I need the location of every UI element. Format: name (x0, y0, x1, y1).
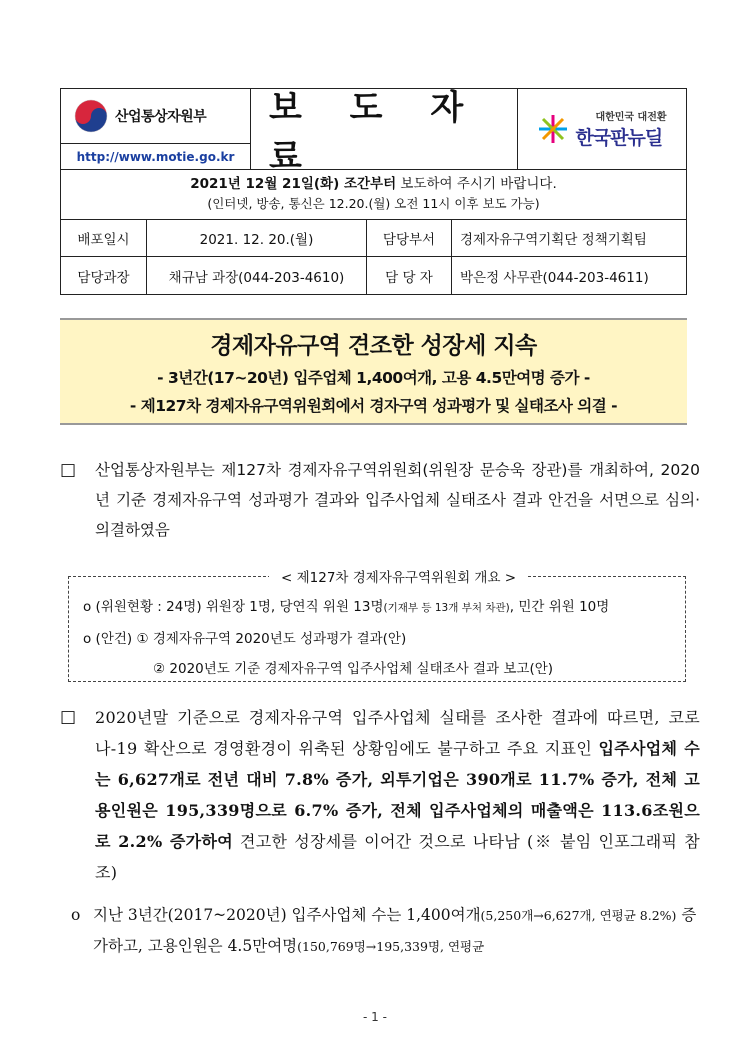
new-deal-star-icon (537, 113, 569, 145)
embargo-notice (61, 170, 686, 220)
paragraph-1-text: 산업통상자원부는 제127차 경제자유구역위원회(위원장 문승욱 장관)를 개최하여, 2020년 기준 경제자유구역 성과평가 결과와 입주사업체 실태조사 결과 안건을 서면으로 심의·의결하였음 (95, 461, 700, 539)
paragraph-2-outro: 견고한 성장세를 이어간 것으로 나타남 (※ 붙임 인포그래픽 참조) (95, 832, 700, 882)
taegeuk-emblem-icon (73, 98, 109, 134)
overview-members (83, 595, 609, 615)
overview-agenda-2: ② 2020년도 기준 경제자유구역 입주사업체 실태조사 결과 보고(안) (153, 661, 554, 677)
headline-box (60, 318, 687, 425)
doc-type-title: 보 도 자 료 (251, 89, 518, 169)
paragraph-3-part2: 증가하고, 고용인원은 4.5만여명 (93, 906, 697, 955)
press-header (60, 88, 687, 295)
value-department: 경제자유구역기획단 정책기획팀 (460, 232, 647, 248)
members-text: ο (위원현황 : 24명) 위원장 1명, 당연직 위원 13명 (83, 599, 384, 615)
value-director: 채규남 과장(044-203-4610) (147, 257, 367, 294)
value-officer: 박은정 사무관(044-203-4611) (460, 269, 649, 286)
paragraph-2 (60, 702, 700, 888)
paragraph-1 (60, 455, 700, 545)
info-row-contacts (61, 257, 686, 294)
ministry-logo-cell (61, 89, 251, 169)
paragraph-3-text (75, 900, 700, 962)
label-director: 담당과장 (61, 257, 147, 294)
overview-agenda-1: ο (안건) ① 경제자유구역 2020년도 성과평가 결과(안) (83, 631, 407, 647)
header-top-row (61, 88, 686, 177)
subheadline-1: - 3년간(17~20년) 입주업체 1,400여개, 고용 4.5만여명 증가 - (157, 369, 590, 387)
paragraph-2-highlight: 입주사업체 수는 6,627개로 전년 대비 7.8% 증가, 외투기업은 390개로 11.7% 증가, 전체 고용인원은 195,339명으로 6.7% 증가, 전체 입주사업체의 매출액은 113.6조원으로 2.2% 증가하여 (95, 739, 700, 851)
embargo-date: 2021년 12월 21일(화) 조간부터 (190, 176, 397, 192)
subheadline-2: - 제127차 경제자유구역위원회에서 경자구역 성과평가 및 실태조사 의결 - (129, 397, 618, 415)
brand-subtitle: 대한민국 대전환 (595, 112, 667, 123)
embargo-text: 보도하여 주시기 바랍니다. (396, 176, 557, 192)
info-row-distribution (61, 220, 686, 257)
paragraph-3-note1: (5,250개→6,627개, 연평균 8.2%) (480, 908, 677, 923)
paragraph-2-intro: 2020년말 기준으로 경제자유구역 입주사업체 실태를 조사한 결과에 따르면, 코로나-19 확산으로 경영환경이 위축된 상황임에도 불구하고 주요 지표인 (95, 708, 700, 758)
square-bullet-icon: □ (60, 460, 77, 480)
circle-bullet-icon: ο (71, 906, 81, 924)
label-officer: 담 당 자 (367, 257, 452, 294)
headline: 경제자유구역 견조한 성장세 지속 (210, 333, 537, 359)
committee-overview-box (68, 570, 686, 682)
brand-title: 한국판뉴딜 (575, 127, 663, 149)
ministry-logo (61, 89, 250, 143)
embargo-note: (인터넷, 방송, 통신은 12.20.(월) 오전 11시 이후 보도 가능) (207, 196, 540, 211)
paragraph-3-note2: (150,769명→195,339명, 연평균 (297, 939, 485, 954)
ministry-name: 산업통상자원부 (115, 109, 207, 125)
overview-title: < 제127차 경제자유구역위원회 개요 > (269, 566, 528, 586)
paragraph-3 (71, 900, 700, 962)
label-distribution-date: 배포일시 (61, 220, 147, 256)
square-bullet-icon: □ (60, 707, 77, 727)
value-distribution-date: 2021. 12. 20.(월) (147, 220, 367, 256)
paragraph-2-text (60, 702, 700, 888)
members-tail: , 민간 위원 10명 (509, 599, 610, 615)
page-number: - 1 - (363, 1010, 387, 1024)
ministry-url-link[interactable]: http://www.motie.go.kr (61, 143, 250, 169)
members-note: (기재부 등 13개 부처 차관) (383, 602, 510, 614)
new-deal-logo (518, 89, 686, 169)
paragraph-3-part1: 지난 3년간(2017~2020년) 입주사업체 수는 1,400여개 (93, 906, 481, 924)
label-department: 담당부서 (367, 220, 452, 256)
